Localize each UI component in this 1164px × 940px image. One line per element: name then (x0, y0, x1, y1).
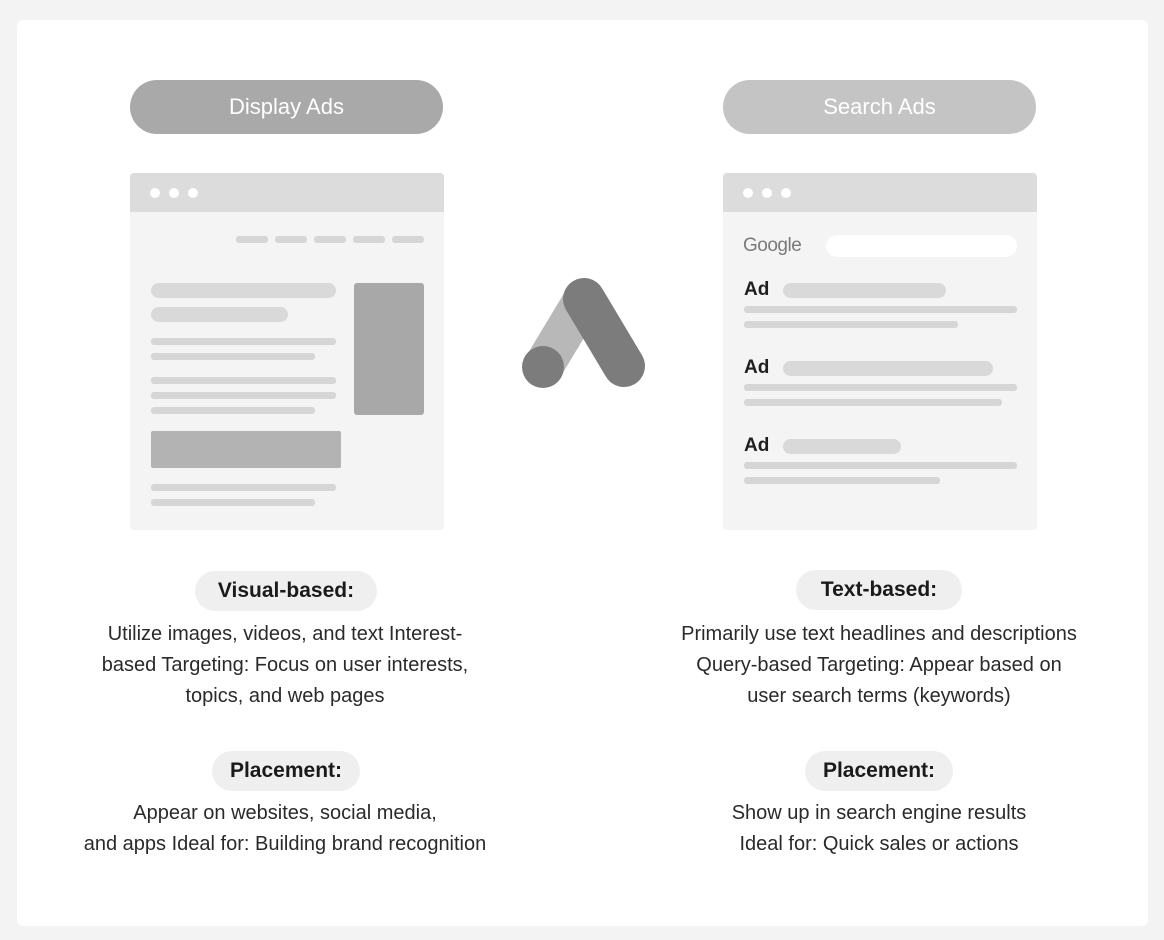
search-ads-browser-mockup (723, 173, 1037, 530)
browser-title-bar (130, 173, 444, 212)
ad-label: Ad (744, 357, 770, 378)
display-placement-description (40, 798, 530, 860)
window-dot-icon (743, 188, 753, 198)
description-line: based Targeting: Focus on user interests, (101, 654, 469, 676)
nav-placeholder (236, 236, 268, 243)
text-placeholder (151, 407, 315, 414)
window-dot-icon (188, 188, 198, 198)
heading-placeholder (151, 307, 288, 322)
search-placement-chip (805, 751, 953, 791)
text-placeholder (151, 338, 336, 345)
nav-placeholder (314, 236, 346, 243)
nav-placeholder (392, 236, 424, 243)
nav-placeholder (353, 236, 385, 243)
display-ads-browser-mockup (130, 173, 444, 530)
search-targeting-description (634, 619, 1124, 712)
text-based-chip (796, 570, 962, 610)
window-dot-icon (781, 188, 791, 198)
ad-label: Ad (744, 279, 770, 300)
ad-text-placeholder (744, 462, 1017, 469)
description-line: user search terms (keywords) (747, 685, 1011, 707)
text-placeholder (151, 353, 315, 360)
text-placeholder (151, 377, 336, 384)
display-placement-title: Placement: (229, 759, 343, 782)
search-ads-header-label: Search Ads (823, 94, 936, 119)
description-line: topics, and web pages (185, 685, 385, 707)
nav-placeholder (275, 236, 307, 243)
ad-text-placeholder (744, 384, 1017, 391)
text-based-title: Text-based: (820, 578, 938, 601)
ad-text-placeholder (744, 321, 958, 328)
description-line: Query-based Targeting: Appear based on (696, 654, 1062, 676)
ad-label: Ad (744, 435, 770, 456)
description-line: Ideal for: Quick sales or actions (739, 833, 1019, 855)
description-line: Utilize images, videos, and text Interest- (107, 623, 463, 645)
ad-text-placeholder (744, 477, 940, 484)
browser-title-bar (723, 173, 1037, 212)
ad-headline-placeholder (783, 283, 946, 298)
display-placement-chip (212, 751, 360, 791)
search-box-placeholder (826, 235, 1017, 257)
search-ads-header (723, 80, 1036, 134)
text-placeholder (151, 499, 315, 506)
text-placeholder (151, 484, 336, 491)
search-placement-description (634, 798, 1124, 860)
description-line: Show up in search engine results (731, 802, 1027, 824)
window-dot-icon (150, 188, 160, 198)
window-dot-icon (169, 188, 179, 198)
ad-headline-placeholder (783, 439, 901, 454)
ad-headline-placeholder (783, 361, 993, 376)
ad-text-placeholder (744, 399, 1002, 406)
ad-text-placeholder (744, 306, 1017, 313)
heading-placeholder (151, 283, 336, 298)
visual-based-chip (195, 571, 377, 611)
google-ads-logo-icon (512, 270, 652, 395)
banner-ad-placeholder (354, 283, 424, 415)
display-ads-header (130, 80, 443, 134)
window-dot-icon (762, 188, 772, 198)
description-line: and apps Ideal for: Building brand recognition (83, 833, 487, 855)
visual-based-title: Visual-based: (217, 579, 355, 602)
display-ads-header-label: Display Ads (229, 94, 344, 119)
search-placement-title: Placement: (822, 759, 936, 782)
text-placeholder (151, 392, 336, 399)
google-logo-text: Google (743, 235, 802, 256)
wide-banner-ad-placeholder (151, 431, 341, 468)
display-targeting-description (40, 619, 530, 712)
description-line: Primarily use text headlines and descriptions (681, 623, 1077, 645)
description-line: Appear on websites, social media, (133, 802, 437, 824)
